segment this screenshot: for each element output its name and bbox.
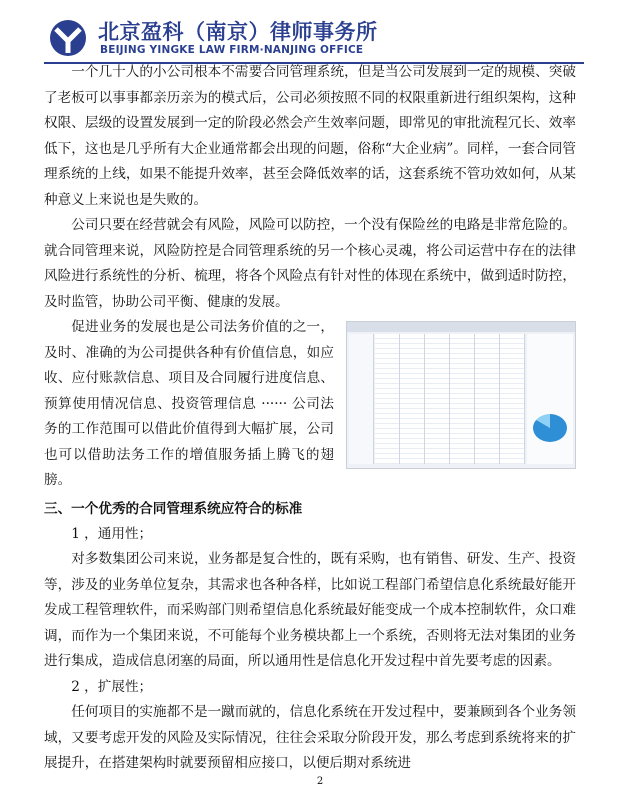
paragraph-business-value: 促进业务的发展也是公司法务价值的之一，及时、准确的为公司提供各种有价值信息，如应收、应付账款信息、项目及合同履行进度信息、预算使用情况信息、投资管理信息 ······ 公司法务的工作范围可以借此价值得到大幅扩展，公司也可以借助法务工作的增值服务插上腾飞的翅膀。: [44, 319, 334, 488]
firm-logo-icon: [48, 18, 88, 58]
software-screenshot-figure: [346, 321, 576, 469]
subheading-extensibility: 2 ，扩展性；: [71, 678, 153, 695]
figure-side-panel: [527, 334, 573, 464]
figure-grid-columns: [375, 334, 525, 464]
paragraph-extensibility: 任何项目的实施都不是一蹴而就的，信息化系统在开发过程中，要兼顾到各个业务领域，又要考虑开发的风险及实际情况，往往会采取分阶段开发，那么考虑到系统将来的扩展提升，在搭建架构时就要预留相应接口，以便后期对系统进: [44, 704, 576, 771]
figure-toolbar: [347, 322, 575, 332]
paragraph-with-figure: [44, 315, 576, 494]
section-heading: 三、一个优秀的合同管理系统应符合的标准: [44, 500, 303, 517]
figure-pie-chart-icon: [533, 414, 567, 442]
firm-name-en: BEIJING YINGKE LAW FIRM·NANJING OFFICE: [100, 44, 364, 56]
figure-tree-panel: [349, 334, 374, 464]
paragraph-efficiency: 一个几十人的小公司根本不需要合同管理系统，但是当公司发展到一定的规模、突破了老板可以事事都亲历亲为的模式后，公司必须按照不同的权限重新进行组织架构，这种权限、层级的设置发展到一定的阶段必然会产生效率问题，即常见的审批流程冗长、效率低下，这也是几乎所有大企业通常都会出现的问题，俗称“大企业病”。同样，一套合同管理系统的上线，如果不能提升效率，甚至会降低效率的话，这套系统不管功效如何，从某种意义上来说也是失败的。: [44, 64, 576, 208]
page-number: 2: [316, 776, 324, 787]
subheading-generality: 1 ，通用性；: [71, 525, 153, 542]
firm-name-cn: 北京盈科（南京）律师事务所: [98, 20, 378, 44]
paragraph-generality: 对多数集团公司来说，业务都是复合性的，既有采购，也有销售、研发、生产、投资等，涉及的业务单位复杂，其需求也各种各样，比如说工程部门希望信息化系统最好能开发成工程管理软件，而采购部门则希望信息化系统最好能变成一个成本控制软件，众口难调，而作为一个集团来说，不可能每个业务模块都上一个系统，否则将无法对集团的业务进行集成，造成信息闭塞的局面，所以通用性是信息化开发过程中首先要考虑的因素。: [44, 551, 576, 669]
letterhead: [44, 16, 604, 60]
document-body: [44, 60, 576, 777]
paragraph-risk-control: 公司只要在经营就会有风险，风险可以防控，一个没有保险丝的电路是非常危险的。就合同管理来说，风险防控是合同管理系统的另一个核心灵魂，将公司运营中存在的法律风险进行系统性的分析、梳理，将各个风险点有针对性的体现在系统中，做到适时防控，及时监管，协助公司平衡、健康的发展。: [44, 217, 576, 310]
